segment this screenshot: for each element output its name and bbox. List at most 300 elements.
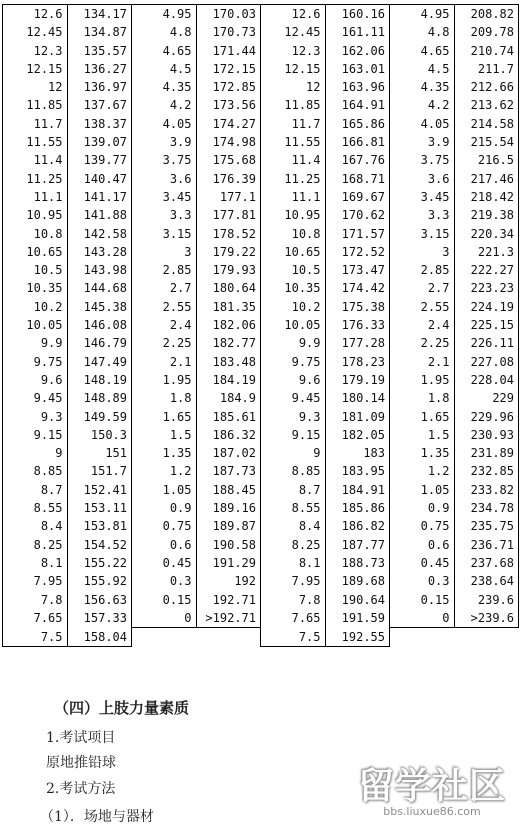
table-cell: 2.55	[132, 298, 197, 316]
table-cell: 4.65	[132, 42, 197, 60]
table-cell: 134.17	[67, 5, 132, 24]
table-cell: 9.45	[3, 389, 68, 407]
table-cell: 227.08	[454, 353, 519, 371]
table-cell: 2.4	[390, 316, 455, 334]
table-cell: 0.9	[390, 499, 455, 517]
table-cell: 191.59	[325, 609, 390, 628]
table-cell: 179.19	[325, 371, 390, 389]
venue-equipment-label: （1）．场地与器材	[40, 809, 154, 825]
table-cell: 187.77	[325, 536, 390, 554]
table-cell: 181.35	[196, 298, 261, 316]
table-row	[3, 279, 519, 297]
table-cell: 1.8	[390, 389, 455, 407]
table-cell: 11.1	[261, 188, 326, 206]
table-cell: 226.11	[454, 334, 519, 352]
table-row	[3, 42, 519, 60]
table-cell: 184.91	[325, 481, 390, 499]
table-row	[3, 133, 519, 151]
table-row	[3, 371, 519, 389]
table-cell: 145.38	[67, 298, 132, 316]
table-cell: 10.35	[3, 279, 68, 297]
table-cell: 229	[454, 389, 519, 407]
table-cell: 238.64	[454, 572, 519, 590]
watermark-logo	[358, 758, 506, 818]
table-cell: 12.6	[3, 5, 68, 24]
table-cell: 11.7	[261, 115, 326, 133]
table-cell: 1.05	[390, 481, 455, 499]
table-cell: 11.25	[3, 170, 68, 188]
table-cell: 3.3	[132, 206, 197, 224]
table-row	[3, 628, 519, 647]
table-cell: 0.3	[132, 572, 197, 590]
table-cell: 1.5	[132, 426, 197, 444]
table-cell: 1.35	[132, 444, 197, 462]
table-cell: 12	[3, 78, 68, 96]
table-cell: 0.15	[390, 591, 455, 609]
table-cell: 150.3	[67, 426, 132, 444]
table-cell: 4.35	[390, 78, 455, 96]
table-cell: 0.9	[132, 499, 197, 517]
table-cell: 2.1	[390, 353, 455, 371]
table-cell: 187.02	[196, 444, 261, 462]
table-cell: 171.44	[196, 42, 261, 60]
table-cell: 137.67	[67, 96, 132, 114]
table-row	[3, 334, 519, 352]
table-cell: 2.55	[390, 298, 455, 316]
table-row	[3, 151, 519, 169]
table-cell: 172.85	[196, 78, 261, 96]
table-cell: 174.42	[325, 279, 390, 297]
table-cell: 9.75	[3, 353, 68, 371]
table-cell: >192.71	[196, 609, 261, 628]
table-cell: 178.52	[196, 225, 261, 243]
table-cell: 9.6	[261, 371, 326, 389]
table-cell: 158.04	[67, 628, 132, 647]
table-cell: 154.52	[67, 536, 132, 554]
table-cell: 4.8	[132, 23, 197, 41]
table-cell: 183.95	[325, 462, 390, 480]
table-cell: 2.25	[390, 334, 455, 352]
table-cell: 160.16	[325, 5, 390, 24]
table-cell: 182.05	[325, 426, 390, 444]
table-cell: 233.82	[454, 481, 519, 499]
table-cell: 189.16	[196, 499, 261, 517]
table-cell: 176.33	[325, 316, 390, 334]
table-cell: 9	[261, 444, 326, 462]
table-cell: 136.27	[67, 60, 132, 78]
table-cell: 168.71	[325, 170, 390, 188]
exam-item-name: 原地推铅球	[46, 755, 116, 771]
table-cell: 8.1	[3, 554, 68, 572]
table-cell: 1.65	[390, 408, 455, 426]
table-cell: 8.1	[261, 554, 326, 572]
table-cell: 187.73	[196, 462, 261, 480]
table-cell: 208.82	[454, 5, 519, 24]
table-cell	[454, 628, 519, 647]
table-cell: 191.29	[196, 554, 261, 572]
exam-method-label: 2.考试方法	[46, 781, 116, 797]
table-cell: 3.6	[390, 170, 455, 188]
table-cell: 10.05	[261, 316, 326, 334]
score-table	[2, 4, 519, 647]
table-cell: 188.73	[325, 554, 390, 572]
table-cell: 183	[325, 444, 390, 462]
table-cell: 4.95	[390, 5, 455, 24]
table-cell: 0	[132, 609, 197, 628]
table-cell: 8.4	[3, 517, 68, 535]
table-cell: 170.03	[196, 5, 261, 24]
table-row	[3, 23, 519, 41]
table-cell: 10.2	[261, 298, 326, 316]
table-row	[3, 481, 519, 499]
table-cell: 0.45	[390, 554, 455, 572]
table-cell: 10.8	[3, 225, 68, 243]
table-row	[3, 243, 519, 261]
table-cell	[390, 628, 455, 647]
table-cell: 12.3	[3, 42, 68, 60]
table-cell: 156.63	[67, 591, 132, 609]
table-cell: 3.75	[132, 151, 197, 169]
table-cell: 188.45	[196, 481, 261, 499]
table-cell: 217.46	[454, 170, 519, 188]
table-cell: 12.6	[261, 5, 326, 24]
table-cell: 11.4	[3, 151, 68, 169]
table-row	[3, 517, 519, 535]
table-cell: 153.11	[67, 499, 132, 517]
table-cell: 166.81	[325, 133, 390, 151]
table-cell: 9.9	[3, 334, 68, 352]
table-cell: 3.9	[132, 133, 197, 151]
table-cell: 146.79	[67, 334, 132, 352]
table-row	[3, 316, 519, 334]
table-row	[3, 96, 519, 114]
table-cell: 186.32	[196, 426, 261, 444]
table-cell: 11.85	[261, 96, 326, 114]
table-cell: 140.47	[67, 170, 132, 188]
table-cell	[196, 628, 261, 647]
table-cell: 9.15	[3, 426, 68, 444]
table-row	[3, 60, 519, 78]
table-cell: 172.15	[196, 60, 261, 78]
table-cell: 218.42	[454, 188, 519, 206]
table-cell: 12.45	[3, 23, 68, 41]
table-cell: 12	[261, 78, 326, 96]
table-row	[3, 5, 519, 24]
table-cell: 9.3	[3, 408, 68, 426]
watermark-text: 留学社区	[357, 766, 506, 807]
score-table-body	[3, 5, 519, 647]
table-cell: 12.15	[3, 60, 68, 78]
table-cell: 239.6	[454, 591, 519, 609]
table-cell: 7.8	[3, 591, 68, 609]
table-cell: 192.55	[325, 628, 390, 647]
table-cell: 180.64	[196, 279, 261, 297]
table-cell: 192	[196, 572, 261, 590]
table-cell: 213.62	[454, 96, 519, 114]
table-cell: 3.15	[132, 225, 197, 243]
table-row	[3, 554, 519, 572]
table-cell: 173.47	[325, 261, 390, 279]
table-cell: 2.7	[390, 279, 455, 297]
table-row	[3, 444, 519, 462]
table-row	[3, 353, 519, 371]
table-cell: 8.25	[3, 536, 68, 554]
table-cell: 141.17	[67, 188, 132, 206]
table-cell: 8.55	[261, 499, 326, 517]
table-row	[3, 298, 519, 316]
table-cell: 0.3	[390, 572, 455, 590]
table-cell: 229.96	[454, 408, 519, 426]
table-cell: 161.11	[325, 23, 390, 41]
table-cell: 9.6	[3, 371, 68, 389]
table-cell: 1.8	[132, 389, 197, 407]
table-cell: 215.54	[454, 133, 519, 151]
table-cell: >239.6	[454, 609, 519, 628]
table-row	[3, 261, 519, 279]
table-cell: 165.86	[325, 115, 390, 133]
table-cell: 0.6	[390, 536, 455, 554]
table-row	[3, 609, 519, 628]
table-cell: 172.52	[325, 243, 390, 261]
table-cell: 0.75	[132, 517, 197, 535]
table-cell: 139.07	[67, 133, 132, 151]
table-cell: 4.05	[390, 115, 455, 133]
table-cell: 10.5	[261, 261, 326, 279]
table-cell: 219.38	[454, 206, 519, 224]
table-cell: 170.62	[325, 206, 390, 224]
table-cell: 4.35	[132, 78, 197, 96]
table-cell: 3	[132, 243, 197, 261]
table-cell: 142.58	[67, 225, 132, 243]
table-cell: 10.95	[261, 206, 326, 224]
table-cell: 9	[3, 444, 68, 462]
table-cell: 4.05	[132, 115, 197, 133]
table-cell: 2.4	[132, 316, 197, 334]
table-cell: 10.65	[3, 243, 68, 261]
table-cell: 7.65	[3, 609, 68, 628]
table-cell: 222.27	[454, 261, 519, 279]
table-cell: 185.86	[325, 499, 390, 517]
table-cell: 10.2	[3, 298, 68, 316]
table-cell: 178.23	[325, 353, 390, 371]
table-cell: 8.25	[261, 536, 326, 554]
table-row	[3, 206, 519, 224]
table-cell: 175.68	[196, 151, 261, 169]
table-cell: 148.89	[67, 389, 132, 407]
table-cell: 0	[390, 609, 455, 628]
table-cell: 4.95	[132, 5, 197, 24]
table-cell: 10.95	[3, 206, 68, 224]
table-cell: 141.88	[67, 206, 132, 224]
table-cell: 181.09	[325, 408, 390, 426]
table-cell: 189.87	[196, 517, 261, 535]
table-cell: 228.04	[454, 371, 519, 389]
table-cell: 152.41	[67, 481, 132, 499]
table-cell: 175.38	[325, 298, 390, 316]
table-cell: 12.45	[261, 23, 326, 41]
table-cell: 135.57	[67, 42, 132, 60]
table-cell: 11.4	[261, 151, 326, 169]
watermark-url: bbs.liuxue86.com	[383, 805, 481, 818]
table-cell: 4.2	[132, 96, 197, 114]
table-cell: 169.67	[325, 188, 390, 206]
table-row	[3, 115, 519, 133]
table-row	[3, 389, 519, 407]
table-cell: 4.65	[390, 42, 455, 60]
table-cell: 209.78	[454, 23, 519, 41]
table-cell: 9.15	[261, 426, 326, 444]
table-cell: 220.34	[454, 225, 519, 243]
table-cell: 11.7	[3, 115, 68, 133]
table-cell: 231.89	[454, 444, 519, 462]
table-row	[3, 426, 519, 444]
table-cell: 164.91	[325, 96, 390, 114]
table-cell: 3.45	[390, 188, 455, 206]
table-cell: 3.6	[132, 170, 197, 188]
table-cell: 157.33	[67, 609, 132, 628]
table-cell: 3.9	[390, 133, 455, 151]
table-cell: 9.9	[261, 334, 326, 352]
table-cell: 176.39	[196, 170, 261, 188]
table-cell: 11.1	[3, 188, 68, 206]
table-cell: 214.58	[454, 115, 519, 133]
table-cell: 171.57	[325, 225, 390, 243]
table-cell: 1.2	[390, 462, 455, 480]
table-cell: 167.76	[325, 151, 390, 169]
table-cell: 10.8	[261, 225, 326, 243]
table-cell: 216.5	[454, 151, 519, 169]
table-cell: 4.5	[390, 60, 455, 78]
table-cell: 180.14	[325, 389, 390, 407]
table-cell: 185.61	[196, 408, 261, 426]
table-cell: 143.28	[67, 243, 132, 261]
table-row	[3, 225, 519, 243]
table-cell: 179.22	[196, 243, 261, 261]
table-cell: 153.81	[67, 517, 132, 535]
table-cell: 189.68	[325, 572, 390, 590]
table-cell: 4.8	[390, 23, 455, 41]
table-row	[3, 591, 519, 609]
table-cell: 1.35	[390, 444, 455, 462]
table-cell: 170.73	[196, 23, 261, 41]
table-cell: 221.3	[454, 243, 519, 261]
table-cell: 8.55	[3, 499, 68, 517]
table-cell: 138.37	[67, 115, 132, 133]
table-cell: 12.3	[261, 42, 326, 60]
table-cell: 7.65	[261, 609, 326, 628]
table-cell: 2.1	[132, 353, 197, 371]
table-row	[3, 572, 519, 590]
table-cell: 7.5	[261, 628, 326, 647]
table-cell: 155.22	[67, 554, 132, 572]
table-cell: 174.98	[196, 133, 261, 151]
table-cell: 182.77	[196, 334, 261, 352]
table-cell: 143.98	[67, 261, 132, 279]
table-cell: 174.27	[196, 115, 261, 133]
table-cell: 148.19	[67, 371, 132, 389]
table-row	[3, 408, 519, 426]
table-cell: 235.75	[454, 517, 519, 535]
table-cell: 151.7	[67, 462, 132, 480]
table-cell: 234.78	[454, 499, 519, 517]
table-cell: 3.75	[390, 151, 455, 169]
table-row	[3, 188, 519, 206]
table-cell: 8.4	[261, 517, 326, 535]
table-cell: 1.95	[132, 371, 197, 389]
table-row	[3, 170, 519, 188]
table-cell: 9.3	[261, 408, 326, 426]
table-cell: 134.87	[67, 23, 132, 41]
table-cell: 8.85	[3, 462, 68, 480]
table-cell: 136.97	[67, 78, 132, 96]
table-cell: 177.1	[196, 188, 261, 206]
table-cell: 2.25	[132, 334, 197, 352]
table-cell: 2.85	[390, 261, 455, 279]
table-cell: 177.81	[196, 206, 261, 224]
table-cell	[132, 628, 197, 647]
table-cell: 4.2	[390, 96, 455, 114]
table-cell: 147.49	[67, 353, 132, 371]
table-cell: 224.19	[454, 298, 519, 316]
table-cell: 184.9	[196, 389, 261, 407]
table-cell: 0.6	[132, 536, 197, 554]
table-cell: 186.82	[325, 517, 390, 535]
table-cell: 3.15	[390, 225, 455, 243]
table-cell: 182.06	[196, 316, 261, 334]
table-cell: 237.68	[454, 554, 519, 572]
table-cell: 144.68	[67, 279, 132, 297]
table-cell: 4.5	[132, 60, 197, 78]
table-cell: 11.55	[3, 133, 68, 151]
table-row	[3, 78, 519, 96]
table-cell: 139.77	[67, 151, 132, 169]
table-cell: 0.75	[390, 517, 455, 535]
table-cell: 173.56	[196, 96, 261, 114]
table-cell: 11.25	[261, 170, 326, 188]
table-cell: 211.7	[454, 60, 519, 78]
table-cell: 1.2	[132, 462, 197, 480]
table-cell: 183.48	[196, 353, 261, 371]
table-cell: 190.64	[325, 591, 390, 609]
table-cell: 149.59	[67, 408, 132, 426]
table-cell: 1.5	[390, 426, 455, 444]
table-cell: 2.85	[132, 261, 197, 279]
table-cell: 1.65	[132, 408, 197, 426]
table-cell: 8.7	[261, 481, 326, 499]
table-cell: 155.92	[67, 572, 132, 590]
section-heading: （四）上肢力量素质	[54, 699, 190, 717]
table-cell: 10.35	[261, 279, 326, 297]
table-cell: 8.7	[3, 481, 68, 499]
table-cell: 11.55	[261, 133, 326, 151]
table-cell: 9.45	[261, 389, 326, 407]
table-row	[3, 499, 519, 517]
table-cell: 7.8	[261, 591, 326, 609]
table-cell: 1.05	[132, 481, 197, 499]
table-cell: 163.01	[325, 60, 390, 78]
table-cell: 223.23	[454, 279, 519, 297]
exam-item-label: 1.考试项目	[46, 730, 116, 746]
table-cell: 10.05	[3, 316, 68, 334]
table-cell: 151	[67, 444, 132, 462]
table-cell: 7.95	[3, 572, 68, 590]
table-cell: 7.5	[3, 628, 68, 647]
table-row	[3, 462, 519, 480]
table-cell: 230.93	[454, 426, 519, 444]
table-cell: 12.15	[261, 60, 326, 78]
table-cell: 146.08	[67, 316, 132, 334]
table-cell: 184.19	[196, 371, 261, 389]
